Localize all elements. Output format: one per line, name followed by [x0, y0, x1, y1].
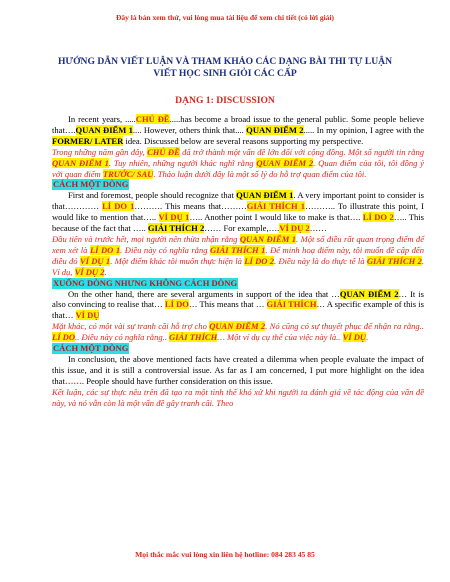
placeholder-topic: CHỦ ĐỀ	[147, 146, 180, 157]
text-span: .... However, others think that....	[132, 124, 247, 135]
heading-label: XUỐNG DÒNG NHƯNG KHÔNG CÁCH DÒNG	[53, 277, 238, 288]
section-title: DẠNG 1: DISCUSSION	[175, 95, 275, 106]
text-span: .. Điều này có nghĩa rằng..	[75, 332, 170, 343]
placeholder-topic: CHỦ ĐỀ	[135, 114, 170, 124]
text-span: ….. Another point I would like to make is that….	[189, 212, 363, 223]
placeholder-explain-1: GIẢI THÍCH 1	[210, 244, 266, 255]
text-span: In conclusion, the above mentioned facts have created a dilemma when people evaluate the impact of this issue, and it is still a controversial issue. As far as I am concerned, I put more highlight on the idea that	[52, 353, 424, 386]
text-span: đã trở thành một vấn đề lớn đối với cộng đồng. Một số người tin rằng	[179, 146, 425, 157]
text-span: .	[366, 332, 369, 343]
placeholder-view-2: QUAN ĐIỂM 2	[339, 288, 399, 299]
text-span: . Nó cũng có sự thuyết phục để nhận ra rằng..	[265, 321, 424, 332]
placeholder-explain-2: GIẢI THÍCH 2	[366, 255, 422, 266]
text-span: … Một ví dụ cụ thể của việc này là..	[217, 332, 343, 343]
text-span: .	[104, 266, 107, 277]
text-span: . Điều này có nghĩa rằng	[120, 244, 211, 255]
hotline-footer: Mọi thắc mắc vui lòng xin liên hệ hotline: 084 283 45 85	[135, 550, 315, 559]
placeholder-reason: LÍ DO	[52, 332, 76, 343]
body2-paragraph-vi	[52, 321, 424, 343]
placeholder-view-1: QUAN ĐIỂM 1	[236, 190, 294, 201]
placeholder-former-later: FORMER/ LATER	[52, 135, 124, 146]
text-span: Trong những năm gần đây,	[52, 146, 148, 157]
placeholder-example: VÍ DỤ	[342, 332, 367, 343]
text-span: . Một số điều rất quan trọng điểm để xem xét là	[52, 233, 424, 255]
text-span: Đầu tiên và trước hết, mọi người nên thừa nhận rằng	[52, 233, 240, 244]
heading-label: CÁCH MỘT DÒNG	[53, 179, 129, 190]
body1-paragraph-vi	[52, 234, 424, 278]
text-span: . People should have further consideration on this issue.	[81, 375, 273, 386]
body2-paragraph-en	[52, 289, 424, 322]
placeholder-explain: GIẢI THÍCH	[169, 332, 218, 343]
placeholder-view-1: QUAN ĐIỂM 1	[239, 233, 297, 244]
placeholder-example-2: VÍ DỤ 2	[74, 266, 105, 277]
text-span: . Thảo luận dưới đây là một số lý do hỗ trợ quan điểm của tôi.	[153, 168, 367, 179]
instruction-heading	[52, 278, 424, 289]
title-line-2: VIẾT HỌC SINH GIỎI CÁC CẤP	[153, 67, 297, 79]
placeholder-reason-1: LÍ DO 1	[102, 201, 135, 212]
placeholder-reason-2: LÍ DO 2	[362, 212, 394, 223]
placeholder-before-after: TRƯỚC/ SAU	[102, 168, 154, 179]
placeholder-view-2: QUAN ĐIỂM 2	[209, 321, 266, 332]
text-span: In recent years, .....	[68, 114, 136, 124]
placeholder-explain: GIẢI THÍCH	[266, 299, 317, 310]
text-span: ……….. To illustrate this point, I would like to mention that…..	[52, 201, 424, 223]
instruction-heading	[52, 179, 424, 190]
document-body	[52, 114, 424, 408]
text-span: ………. This means that………	[134, 201, 247, 212]
document-title	[30, 56, 420, 79]
placeholder-view-1: QUAN ĐIỂM 1	[52, 157, 109, 168]
text-span: … A specific example of this is that…	[52, 299, 425, 321]
placeholder-idea: ……	[64, 375, 82, 386]
text-span: ..... In my opinion, I agree with the	[303, 124, 425, 135]
placeholder-explain-1: GIẢI THÍCH 1	[246, 201, 306, 212]
placeholder-view-2: QUAN ĐIỂM 2	[256, 157, 314, 168]
placeholder-reason-1: LÍ DO 1	[89, 244, 121, 255]
placeholder-explain-2: GIẢI THÍCH 2	[147, 223, 205, 234]
placeholder-view-1: QUAN ĐIỂM 1	[75, 124, 133, 135]
intro-paragraph-en	[52, 114, 424, 147]
text-span: . A very important point to consider is that…………	[52, 190, 424, 212]
text-span: . Ví dụ,	[52, 255, 424, 277]
body1-paragraph-en	[52, 190, 424, 234]
heading-label: CÁCH MỘT DÒNG	[53, 343, 129, 354]
preview-notice: Đây là bản xem thử, vui lòng mua tài liệu để xem chi tiết (có lời giải)	[115, 13, 335, 22]
placeholder-view-2: QUAN ĐIỂM 2	[246, 124, 304, 135]
text-span: … This means that …	[188, 299, 267, 310]
conclusion-paragraph-vi: Kết luận, các sự thực nêu trên đã tạo ra một tình thế khó xử khi người ta đánh giá về tác động của vấn đề này, và nó vẫn còn là một vấn đề gây tranh cãi. Theo	[52, 386, 424, 408]
text-span: ……	[309, 223, 327, 234]
placeholder-example-1: VÍ DỤ 1	[79, 255, 111, 266]
title-line-1: HƯỚNG DẪN VIẾT LUẬN VÀ THAM KHẢO CÁC DẠNG BÀI THI TỰ LUẬN	[57, 56, 393, 67]
text-span: idea. Discussed below are several reasons supporting my perspective.	[123, 135, 364, 146]
text-span: .....has become a broad issue to the general public. Some people believe that….	[52, 114, 424, 135]
text-span: …… For example,….	[204, 223, 280, 234]
text-span: . Để minh hoạ điểm này, tôi muốn đề cập đến điều đó	[52, 244, 424, 266]
conclusion-paragraph-en	[52, 354, 424, 387]
intro-paragraph-vi	[52, 147, 424, 180]
text-span: . Điều này là do thực tế là	[274, 255, 367, 266]
text-span: First and foremost, people should recognize that	[68, 190, 237, 201]
placeholder-reason: LÍ DO	[164, 299, 189, 310]
text-span: . Tuy nhiên, những người khác nghĩ rằng	[108, 157, 257, 168]
placeholder-example: VÍ DỤ	[75, 310, 100, 321]
text-span: … It is also convincing to realise that…	[52, 288, 424, 310]
text-span: Mặt khác, có một vài sự tranh cãi hỗ trợ cho	[52, 321, 210, 332]
text-span: On the other hand, there are several arguments in support of the idea that …	[68, 288, 340, 299]
placeholder-reason-2: LÍ DO 2	[244, 255, 275, 266]
text-span: . Một điểm khác tôi muốn thực hiện là	[110, 255, 245, 266]
instruction-heading	[52, 343, 424, 354]
text-span: ….. This because of the fact that …..	[52, 212, 424, 234]
placeholder-example-2: VÍ DỤ 2	[279, 223, 310, 234]
placeholder-example-1: VÍ DỤ 1	[158, 212, 190, 223]
text-span: . Quan điểm của tôi, tôi đồng ý với quan điểm	[52, 157, 424, 179]
